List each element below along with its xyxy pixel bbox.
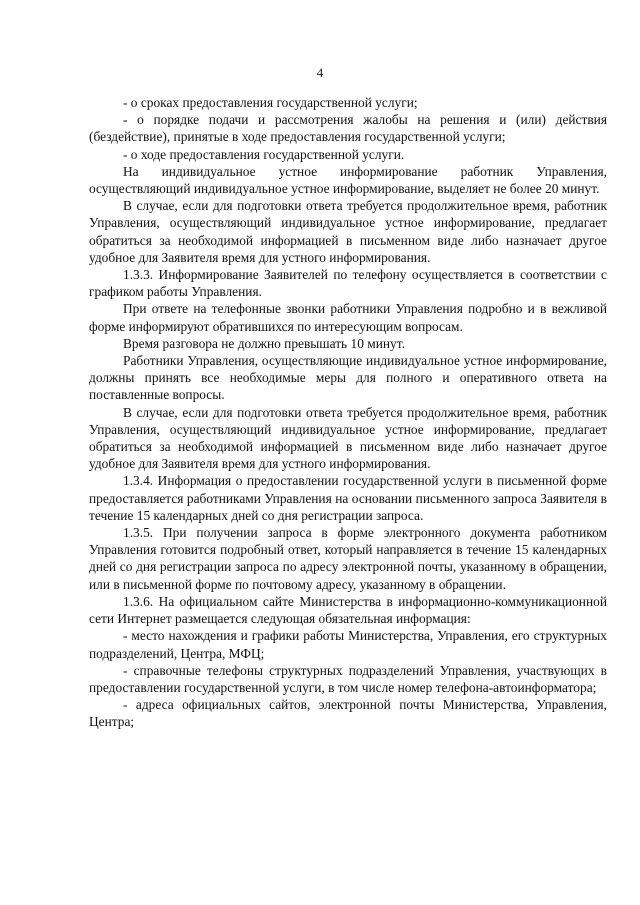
body-paragraph: Время разговора не должно превышать 10 минут.	[123, 335, 405, 351]
body-paragraph: На индивидуальное устное информирование работник Управления, осуществляющий индивидуальное устное информирование, выделяет не более 20 минут.	[89, 163, 607, 197]
list-item-paragraph: - о сроках предоставления государственной услуги;	[123, 95, 418, 110]
body-paragraph: 1.3.6. На официальном сайте Министерства в информационно-коммуникационной сети Интернет размещается следующая обязательная информация:	[89, 593, 607, 627]
list-item-paragraph: - место нахождения и графики работы Министерства, Управления, его структурных подразделений, Центра, МФЦ;	[89, 628, 607, 661]
body-paragraph: 1.3.4. Информация о предоставлении государственной услуги в письменной форме предоставляется работниками Управления на основании письменного запроса Заявителя в течение 15 календарных дней со дня регистрации запроса.	[89, 473, 607, 523]
list-item-paragraph: - адреса официальных сайтов, электронной почты Министерства, Управления, Центра;	[89, 697, 607, 730]
body-paragraph: В случае, если для подготовки ответа требуется продолжительное время, работник Управления, осуществляющий индивидуальное устное информирование, предлагает обратиться за необходимой информацией в письменном виде либо назначает другое удобное для Заявителя время для устного информирования.	[89, 404, 607, 472]
list-item-paragraph: - справочные телефоны структурных подразделений Управления, участвующих в предоставлении государственной услуги, в том числе номер телефона-автоинформатора;	[89, 662, 607, 695]
body-paragraph: 1.3.3. Информирование Заявителей по телефону осуществляется в соответствии с графиком работы Управления.	[89, 267, 607, 300]
body-paragraph: 1.3.5. При получении запроса в форме электронного документа работником Управления готовится подробный ответ, который направляется в течение 15 календарных дней со дня регистрации запроса по адресу электронной почты, указанному в обращении, или в письменной форме по почтовому адресу, указанному в обращении.	[89, 525, 607, 592]
body-paragraph: В случае, если для подготовки ответа требуется продолжительное время, работник Управления, осуществляющий индивидуальное устное информирование, предлагает обратиться за необходимой информацией в письменном виде либо назначает другое удобное для Заявителя время для устного информирования.	[89, 198, 607, 265]
page-number: 4	[316, 65, 324, 80]
list-item-paragraph: - о ходе предоставления государственной услуги.	[123, 146, 405, 162]
body-paragraph: При ответе на телефонные звонки работники Управления подробно и в вежливой форме информируют обратившихся по интересующим вопросам.	[89, 301, 607, 334]
body-paragraph: Работники Управления, осуществляющие индивидуальное устное информирование, должны принять все необходимые меры для полного и оперативного ответа на поставленные вопросы.	[89, 353, 607, 403]
document-body	[89, 94, 607, 731]
list-item-paragraph: - о порядке подачи и рассмотрения жалобы на решения и (или) действия (бездействие), принятые в ходе предоставления государственной услуги;	[89, 112, 607, 145]
